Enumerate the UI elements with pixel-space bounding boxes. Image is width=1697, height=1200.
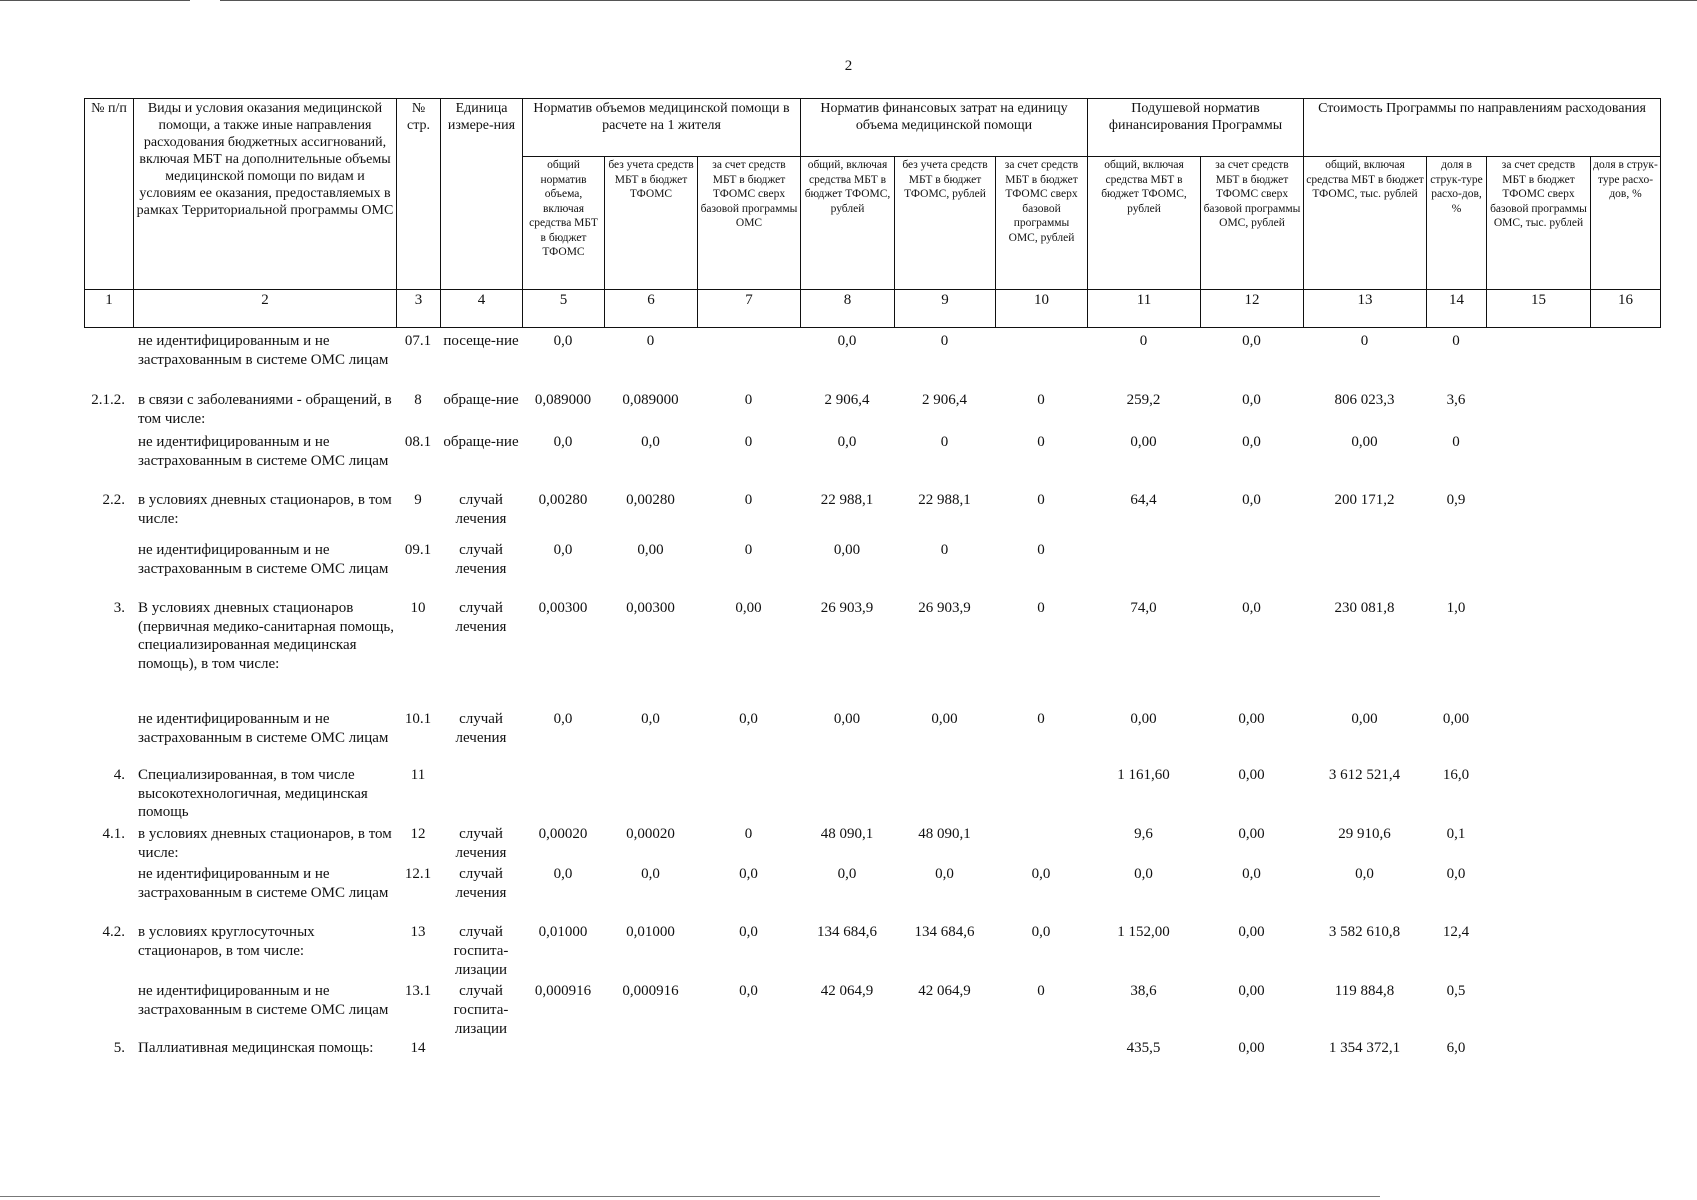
row-unit: случай лечения xyxy=(455,711,507,746)
row-unit: случай лечения xyxy=(455,826,507,861)
row-line-number: 13 xyxy=(410,924,426,940)
cell-c10: 0 xyxy=(1037,983,1045,999)
cell-c6: 0,00020 xyxy=(626,826,675,842)
column-number: 7 xyxy=(698,290,801,328)
row-line-number: 12 xyxy=(410,826,426,842)
cell-c8: 0,0 xyxy=(837,434,857,450)
cell-c7: 0,0 xyxy=(739,924,758,940)
cell-c5: 0,0 xyxy=(553,866,573,882)
cell-c9 xyxy=(894,1039,995,1079)
table-row xyxy=(84,541,1660,599)
cell-c11: 38,6 xyxy=(1130,983,1157,999)
row-line-number: 13.1 xyxy=(404,983,432,999)
table-row xyxy=(84,825,1660,865)
cell-c8: 26 903,9 xyxy=(820,600,874,616)
cell-c11: 259,2 xyxy=(1126,392,1161,408)
column-number: 11 xyxy=(1088,290,1201,328)
column-number: 13 xyxy=(1304,290,1427,328)
row-number xyxy=(84,332,133,391)
cell-c13: 200 171,2 xyxy=(1334,492,1395,508)
row-line-number: 10 xyxy=(410,600,426,616)
row-number xyxy=(84,541,133,599)
header-col-2: Виды и условия оказания медицинской помощи, а также иные направления расходования бюджетных ассигнований, включая МБТ на дополнительные объемы медицинской помощи по видам и условиям ее оказания, предоставляемых в рамках Территориальной программы ОМС xyxy=(134,99,397,290)
cell-c16 xyxy=(1590,332,1660,391)
cell-c15 xyxy=(1486,710,1590,766)
row-name: в условиях дневных стационаров, в том числе: xyxy=(138,492,392,527)
cell-c13: 3 612 521,4 xyxy=(1328,767,1401,783)
cell-c16 xyxy=(1590,491,1660,541)
cell-c10: 0 xyxy=(1037,434,1045,450)
cell-c7: 0 xyxy=(744,392,753,408)
row-number xyxy=(84,982,133,1039)
cell-c6 xyxy=(604,766,697,825)
cell-c13: 0 xyxy=(1360,333,1369,349)
cell-c7: 0,0 xyxy=(739,711,758,727)
page-number: 2 xyxy=(844,58,853,74)
cell-c5 xyxy=(522,1039,604,1079)
cell-c16 xyxy=(1590,766,1660,825)
row-name: не идентифицированным и не застрахованным в системе ОМС лицам xyxy=(138,542,389,577)
cell-c15 xyxy=(1486,541,1590,599)
cell-c8 xyxy=(800,766,894,825)
row-line-number: 11 xyxy=(410,767,426,783)
row-name: не идентифицированным и не застрахованным в системе ОМС лицам xyxy=(138,866,389,901)
cell-c14: 0 xyxy=(1452,333,1460,349)
header-col-12: за счет средств МБТ в бюджет ТФОМС сверх базовой программы ОМС, рублей xyxy=(1201,157,1304,290)
row-number: 5. xyxy=(113,1040,125,1056)
cell-c6: 0,0 xyxy=(641,711,660,727)
cell-c16 xyxy=(1590,710,1660,766)
row-unit: случай лечения xyxy=(455,492,507,527)
cell-c5: 0,00020 xyxy=(538,826,588,842)
row-line-number: 10.1 xyxy=(404,711,432,727)
cell-c8: 22 988,1 xyxy=(820,492,874,508)
column-number: 9 xyxy=(895,290,996,328)
column-number: 14 xyxy=(1427,290,1487,328)
table-row xyxy=(84,766,1660,825)
header-col-16: доля в струк-туре расхо-дов, % xyxy=(1591,157,1661,290)
cell-c9: 42 064,9 xyxy=(918,983,971,999)
table-header xyxy=(84,98,1661,328)
cell-c10: 0 xyxy=(1037,711,1045,727)
cell-c5 xyxy=(522,766,604,825)
header-col-5: общий норматив объема, включая средства МБТ в бюджет ТФОМС xyxy=(523,157,605,290)
table-body xyxy=(84,332,1660,1079)
row-line-number: 09.1 xyxy=(404,542,432,558)
row-name: В условиях дневных стационаров (первичная медико-санитарная помощь, специализированная медицинская помощь), в том числе: xyxy=(138,600,394,672)
cell-c14: 0 xyxy=(1452,434,1460,450)
cell-c9: 0 xyxy=(940,333,949,349)
cell-c7: 0 xyxy=(744,492,753,508)
header-col-8: общий, включая средства МБТ в бюджет ТФОМС, рублей xyxy=(801,157,895,290)
table-row xyxy=(84,433,1660,491)
cell-c14: 0,9 xyxy=(1446,492,1466,508)
row-number xyxy=(84,433,133,491)
column-number: 2 xyxy=(134,290,397,328)
cell-c6: 0,00 xyxy=(637,542,664,558)
header-col-9: без учета средств МБТ в бюджет ТФОМС, рублей xyxy=(895,157,996,290)
cell-c12: 0,00 xyxy=(1238,711,1265,727)
column-number: 10 xyxy=(996,290,1088,328)
cell-c7: 0,0 xyxy=(739,866,758,882)
cell-c11: 9,6 xyxy=(1134,826,1153,842)
header-col-1: № п/п xyxy=(85,99,134,290)
header-col-13: общий, включая средства МБТ в бюджет ТФОМС, тыс. рублей xyxy=(1304,157,1427,290)
cell-c13: 3 582 610,8 xyxy=(1328,924,1401,940)
row-number: 4. xyxy=(113,767,125,783)
row-number: 4.1. xyxy=(102,826,125,842)
row-name: не идентифицированным и не застрахованным в системе ОМС лицам xyxy=(138,983,389,1018)
cell-c11: 435,5 xyxy=(1126,1040,1161,1056)
row-line-number: 07.1 xyxy=(404,333,432,349)
cell-c12: 0,0 xyxy=(1242,392,1261,408)
cell-c14: 0,1 xyxy=(1446,826,1466,842)
row-name: в условиях круглосуточных стационаров, в том числе: xyxy=(138,924,315,959)
cell-c12: 0,0 xyxy=(1242,866,1261,882)
cell-c5: 0,089000 xyxy=(534,392,592,408)
column-number: 8 xyxy=(801,290,895,328)
cell-c14: 0,00 xyxy=(1442,711,1470,727)
cell-c11: 74,0 xyxy=(1130,600,1157,616)
cell-c6: 0,000916 xyxy=(622,983,679,999)
cell-c6: 0,00280 xyxy=(626,492,675,508)
header-group-cost-program: Стоимость Программы по направлениям расходования xyxy=(1304,99,1661,157)
row-unit: случай лечения xyxy=(455,600,507,635)
cell-c9 xyxy=(894,766,995,825)
cell-c6: 0,0 xyxy=(641,866,660,882)
table-row xyxy=(84,1039,1660,1079)
cell-c14: 0,5 xyxy=(1446,983,1466,999)
cell-c10: 0 xyxy=(1037,542,1045,558)
cell-c12: 0,00 xyxy=(1238,983,1265,999)
cell-c12: 0,0 xyxy=(1242,434,1261,450)
row-unit: случай госпита-лизации xyxy=(453,924,509,978)
cell-c8: 0,00 xyxy=(833,711,861,727)
row-unit: случай лечения xyxy=(455,542,507,577)
row-number: 3. xyxy=(113,600,125,616)
table-row xyxy=(84,491,1660,541)
cell-c15 xyxy=(1486,433,1590,491)
row-number xyxy=(84,710,133,766)
cell-c5: 0,01000 xyxy=(538,924,588,940)
cell-c10 xyxy=(995,766,1087,825)
cell-c12: 0,00 xyxy=(1238,1040,1265,1056)
cell-c16 xyxy=(1590,923,1660,982)
table-row xyxy=(84,710,1660,766)
cell-c7: 0,0 xyxy=(739,983,758,999)
cell-c11: 1 161,60 xyxy=(1117,767,1170,783)
cell-c16 xyxy=(1590,541,1660,599)
cell-c12: 0,0 xyxy=(1242,492,1261,508)
cell-c15 xyxy=(1486,766,1590,825)
cell-c5: 0,0 xyxy=(553,333,573,349)
header-col-14: доля в струк-туре расхо-дов, % xyxy=(1427,157,1487,290)
cell-c12: 0,0 xyxy=(1242,333,1261,349)
cell-c10 xyxy=(995,825,1087,865)
cell-c15 xyxy=(1486,865,1590,923)
table-row xyxy=(84,865,1660,923)
cell-c11: 64,4 xyxy=(1130,492,1157,508)
cell-c15 xyxy=(1486,1039,1590,1079)
cell-c11: 1 152,00 xyxy=(1117,924,1170,940)
cell-c14: 16,0 xyxy=(1442,767,1470,783)
table-row xyxy=(84,982,1660,1039)
cell-c12: 0,0 xyxy=(1242,600,1261,616)
row-number xyxy=(84,865,133,923)
cell-c5: 0,0 xyxy=(553,542,573,558)
cell-c16 xyxy=(1590,865,1660,923)
cell-c9: 2 906,4 xyxy=(922,392,967,408)
column-number: 6 xyxy=(605,290,698,328)
cell-c13: 806 023,3 xyxy=(1334,392,1395,408)
cell-c7: 0 xyxy=(744,826,753,842)
cell-c13 xyxy=(1303,541,1426,599)
cell-c11: 0,00 xyxy=(1130,434,1157,450)
row-unit: посеще-ние xyxy=(443,333,519,349)
cell-c13: 1 354 372,1 xyxy=(1328,1040,1401,1056)
cell-c14: 0,0 xyxy=(1446,866,1466,882)
cell-c5: 0,000916 xyxy=(534,983,592,999)
cell-c8: 0,0 xyxy=(837,333,857,349)
row-name: в условиях дневных стационаров, в том числе: xyxy=(138,826,392,861)
cell-c7 xyxy=(697,766,800,825)
cell-c13: 0,00 xyxy=(1351,711,1378,727)
cell-c14: 1,0 xyxy=(1446,600,1466,616)
cell-c5: 0,0 xyxy=(553,711,573,727)
row-name: Специализированная, в том числе высокотехнологичная, медицинская помощь xyxy=(138,767,368,820)
table-row xyxy=(84,923,1660,982)
cell-c9: 0 xyxy=(940,434,949,450)
cell-c11: 0,00 xyxy=(1130,711,1157,727)
row-name: не идентифицированным и не застрахованным в системе ОМС лицам xyxy=(138,434,389,469)
header-col-15: за счет средств МБТ в бюджет ТФОМС сверх базовой программы ОМС, тыс. рублей xyxy=(1487,157,1591,290)
cell-c16 xyxy=(1590,1039,1660,1079)
cell-c8: 134 684,6 xyxy=(817,924,877,940)
cell-c10: 0 xyxy=(1037,492,1045,508)
cell-c14: 12,4 xyxy=(1442,924,1470,940)
cell-c8: 2 906,4 xyxy=(824,392,870,408)
row-line-number: 8 xyxy=(414,392,422,408)
cell-c16 xyxy=(1590,825,1660,865)
header-col-6: без учета средств МБТ в бюджет ТФОМС xyxy=(605,157,698,290)
cell-c6: 0,01000 xyxy=(626,924,675,940)
column-number: 4 xyxy=(441,290,523,328)
cell-c15 xyxy=(1486,825,1590,865)
cell-c12: 0,00 xyxy=(1238,826,1265,842)
cell-c7: 0 xyxy=(744,542,753,558)
row-unit: обраще-ние xyxy=(443,392,519,408)
cell-c9: 48 090,1 xyxy=(918,826,971,842)
cell-c13: 0,00 xyxy=(1351,434,1378,450)
cell-c6: 0,00300 xyxy=(626,600,675,616)
cell-c10: 0 xyxy=(1037,392,1045,408)
cell-c11: 0 xyxy=(1139,333,1148,349)
cell-c5: 0,0 xyxy=(553,434,573,450)
row-number: 2.2. xyxy=(102,492,125,508)
cell-c13: 230 081,8 xyxy=(1334,600,1395,616)
row-name: в связи с заболеваниями - обращений, в том числе: xyxy=(138,392,392,427)
cell-c10: 0,0 xyxy=(1031,866,1051,882)
column-number: 16 xyxy=(1591,290,1661,328)
row-unit: случай лечения xyxy=(455,866,507,901)
cell-c11 xyxy=(1087,541,1200,599)
cell-c10: 0,0 xyxy=(1031,924,1051,940)
cell-c7: 0,00 xyxy=(735,600,762,616)
cell-c8: 0,0 xyxy=(837,866,857,882)
cell-c15 xyxy=(1486,491,1590,541)
cell-c6: 0,089000 xyxy=(622,392,679,408)
header-col-4: Единица измере-ния xyxy=(441,99,523,290)
cell-c13: 0,0 xyxy=(1355,866,1374,882)
cell-c10 xyxy=(995,332,1087,391)
scan-edge-line xyxy=(0,1196,1380,1197)
cell-c7: 0 xyxy=(744,434,753,450)
row-number: 2.1.2. xyxy=(91,392,125,408)
column-number: 3 xyxy=(397,290,441,328)
column-number: 5 xyxy=(523,290,605,328)
cell-c9: 134 684,6 xyxy=(914,924,975,940)
header-group-costs: Норматив финансовых затрат на единицу объема медицинской помощи xyxy=(801,99,1088,157)
cell-c5: 0,00300 xyxy=(538,600,588,616)
cell-c11: 0,0 xyxy=(1134,866,1153,882)
cell-c6 xyxy=(604,1039,697,1079)
row-line-number: 14 xyxy=(410,1040,426,1056)
table-row xyxy=(84,332,1660,391)
cell-c6: 0,0 xyxy=(641,434,660,450)
cell-c9: 26 903,9 xyxy=(918,600,971,616)
header-col-3: № стр. xyxy=(397,99,441,290)
cell-c10: 0 xyxy=(1037,600,1045,616)
row-unit: обраще-ние xyxy=(443,434,519,450)
scan-edge-line xyxy=(0,0,190,1)
column-number: 12 xyxy=(1201,290,1304,328)
row-unit: случай госпита-лизации xyxy=(453,983,509,1037)
cell-c14 xyxy=(1426,541,1486,599)
cell-c9: 0,0 xyxy=(935,866,954,882)
column-number: 15 xyxy=(1487,290,1591,328)
cell-c16 xyxy=(1590,433,1660,491)
cell-c12 xyxy=(1200,541,1303,599)
row-name: не идентифицированным и не застрахованным в системе ОМС лицам xyxy=(138,333,389,368)
cell-c10 xyxy=(995,1039,1087,1079)
cell-c14: 6,0 xyxy=(1446,1040,1466,1056)
cell-c7 xyxy=(697,332,800,391)
cell-c12: 0,00 xyxy=(1238,924,1265,940)
cell-c15 xyxy=(1486,391,1590,433)
cell-c8: 48 090,1 xyxy=(820,826,874,842)
cell-c16 xyxy=(1590,982,1660,1039)
cell-c12: 0,00 xyxy=(1238,767,1265,783)
row-line-number: 9 xyxy=(414,492,422,508)
table-row xyxy=(84,391,1660,433)
table-row xyxy=(84,599,1660,710)
cell-c15 xyxy=(1486,923,1590,982)
cell-c8: 0,00 xyxy=(833,542,861,558)
cell-c9: 0 xyxy=(940,542,949,558)
cell-c7 xyxy=(697,1039,800,1079)
header-col-7: за счет средств МБТ в бюджет ТФОМС сверх базовой программы ОМС xyxy=(698,157,801,290)
header-col-11: общий, включая средства МБТ в бюджет ТФОМС, рублей xyxy=(1088,157,1201,290)
row-number: 4.2. xyxy=(102,924,125,940)
row-name: не идентифицированным и не застрахованным в системе ОМС лицам xyxy=(138,711,389,746)
cell-c9: 22 988,1 xyxy=(918,492,971,508)
cell-c15 xyxy=(1486,332,1590,391)
header-group-volume: Норматив объемов медицинской помощи в расчете на 1 жителя xyxy=(523,99,801,157)
header-col-10: за счет средств МБТ в бюджет ТФОМС сверх базовой программы ОМС, рублей xyxy=(996,157,1088,290)
row-name: Паллиативная медицинская помощь: xyxy=(138,1040,374,1056)
cell-c16 xyxy=(1590,599,1660,710)
cell-c6: 0 xyxy=(646,333,655,349)
cell-c5: 0,00280 xyxy=(538,492,588,508)
header-group-per-capita: Подушевой норматив финансирования Программы xyxy=(1088,99,1304,157)
cell-c9: 0,00 xyxy=(931,711,958,727)
row-unit xyxy=(440,1039,522,1079)
cell-c13: 29 910,6 xyxy=(1338,826,1391,842)
cell-c15 xyxy=(1486,982,1590,1039)
row-line-number: 08.1 xyxy=(404,434,432,450)
row-unit xyxy=(440,766,522,825)
column-numbers-row xyxy=(85,290,1661,328)
cell-c8: 42 064,9 xyxy=(820,983,874,999)
scan-edge-line xyxy=(220,0,1697,1)
cell-c15 xyxy=(1486,599,1590,710)
column-number: 1 xyxy=(85,290,134,328)
cell-c16 xyxy=(1590,391,1660,433)
cell-c13: 119 884,8 xyxy=(1334,983,1395,999)
cell-c8 xyxy=(800,1039,894,1079)
row-line-number: 12.1 xyxy=(404,866,432,882)
cell-c14: 3,6 xyxy=(1446,392,1466,408)
